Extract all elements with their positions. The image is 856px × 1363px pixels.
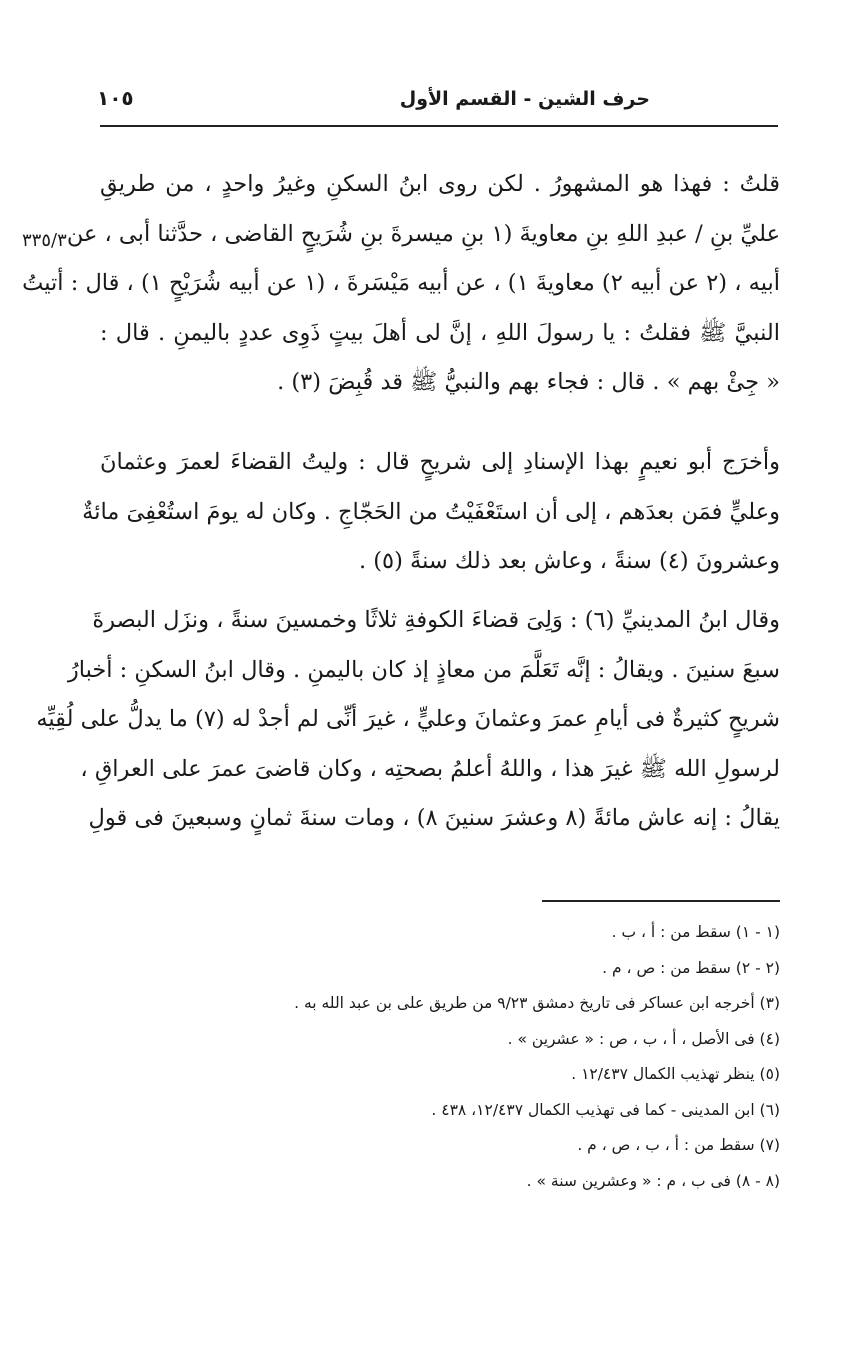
running-header: حرف الشين - القسم الأول bbox=[399, 88, 650, 110]
text-line: وعشرونَ (٤) سنةً ، وعاش بعد ذلك سنةً (٥) . bbox=[358, 548, 780, 574]
text-line: أبيه ، (٢ عن أبيه ٢) معاويةَ ١) ، عن أبيه مَيْسَرةَ ، (١ عن أبيه شُرَيْحٍ ١) ، قال : أتيتُ bbox=[22, 270, 780, 296]
margin-reference: ٣٣٥/٣ bbox=[22, 230, 67, 251]
text-line: عليِّ بنِ / عبدِ اللهِ بنِ معاويةَ (١ بنِ ميسرةَ بنِ شُرَيحٍ القاضى ، حدَّثنا أبى ، عن bbox=[66, 220, 780, 247]
paragraph-3 bbox=[36, 596, 780, 844]
footnote: (٤) فى الأصل ، أ ، ب ، ص : « عشرين » . bbox=[507, 1029, 780, 1048]
footnote: (١ - ١) سقط من : أ ، ب . bbox=[611, 923, 780, 941]
footnote: (٣) أخرجه ابن عساكر فى تاريخ دمشق ٩/٢٣ من طريق على بن عبد الله به . bbox=[294, 994, 780, 1012]
text-line: قلتُ : فهذا هو المشهورُ . لكن روى ابنُ السكنِ وغيرُ واحدٍ ، من طريقِ bbox=[100, 171, 780, 197]
footnote: (٧) سقط من : أ ، ب ، ص ، م . bbox=[577, 1136, 780, 1154]
text-line: النبيَّ ﷺ فقلتُ : يا رسولَ اللهِ ، إنَّ لى أهلَ بيتٍ ذَوِى عددٍ باليمنِ . قال : bbox=[100, 319, 780, 346]
footnote: (٥) ينظر تهذيب الكمال ١٢/٤٣٧ . bbox=[571, 1065, 780, 1083]
text-line: وعليٍّ فمَن بعدَهم ، إلى أن استَعْفَيْتُ من الحَجّاجِ . وكان له يومَ استُعْفِىَ مائةٌ bbox=[82, 498, 780, 525]
header-divider bbox=[100, 125, 778, 127]
text-line: شريحٍ كثيرةٌ فى أيامِ عمرَ وعثمانَ وعليٍّ ، غيرَ أنِّى لم أجدْ له (٧) ما يدلُّ على لُقِيِّه bbox=[36, 706, 780, 732]
text-line: لرسولِ الله ﷺ غيرَ هذا ، واللهُ أعلمُ بصحتِه ، وكان قاضىَ عمرَ على العراقِ ، bbox=[80, 755, 780, 782]
page-number: ١٠٥ bbox=[97, 86, 134, 110]
text-line: يقالُ : إنه عاش مائةً (٨ وعشرَ سنينَ ٨) ، ومات سنةَ ثمانٍ وسبعينَ فى قولِ bbox=[88, 805, 780, 831]
footnote-divider bbox=[542, 900, 780, 902]
text-line: وقال ابنُ المدينيِّ (٦) : وَلِىَ قضاءَ الكوفةِ ثلاثًا وخمسينَ سنةً ، ونزَل البصرةَ bbox=[92, 607, 780, 633]
text-line: وأخرَج أبو نعيمٍ بهذا الإسنادِ إلى شريحٍ قال : وليتُ القضاءَ لعمرَ وعثمانَ bbox=[100, 449, 780, 475]
footnote: (٢ - ٢) سقط من : ص ، م . bbox=[602, 958, 780, 977]
footnote: (٨ - ٨) فى ب ، م : « وعشرين سنة » . bbox=[526, 1171, 780, 1190]
footnote: (٦) ابن المدينى - كما فى تهذيب الكمال ١٢/٤٣٧، ٤٣٨ . bbox=[431, 1100, 780, 1119]
footnotes bbox=[200, 915, 780, 1199]
text-line: « جِئْ بهم » . قال : فجاء بهم والنبيُّ ﷺ قد قُبِضَ (٣) . bbox=[277, 369, 780, 395]
text-line: سبعَ سنينَ . ويقالُ : إنَّه تَعَلَّمَ من معاذٍ إذ كان باليمنِ . وقال ابنُ السكنِ : أخبارُ bbox=[67, 656, 780, 683]
paragraph-2 bbox=[82, 438, 780, 587]
